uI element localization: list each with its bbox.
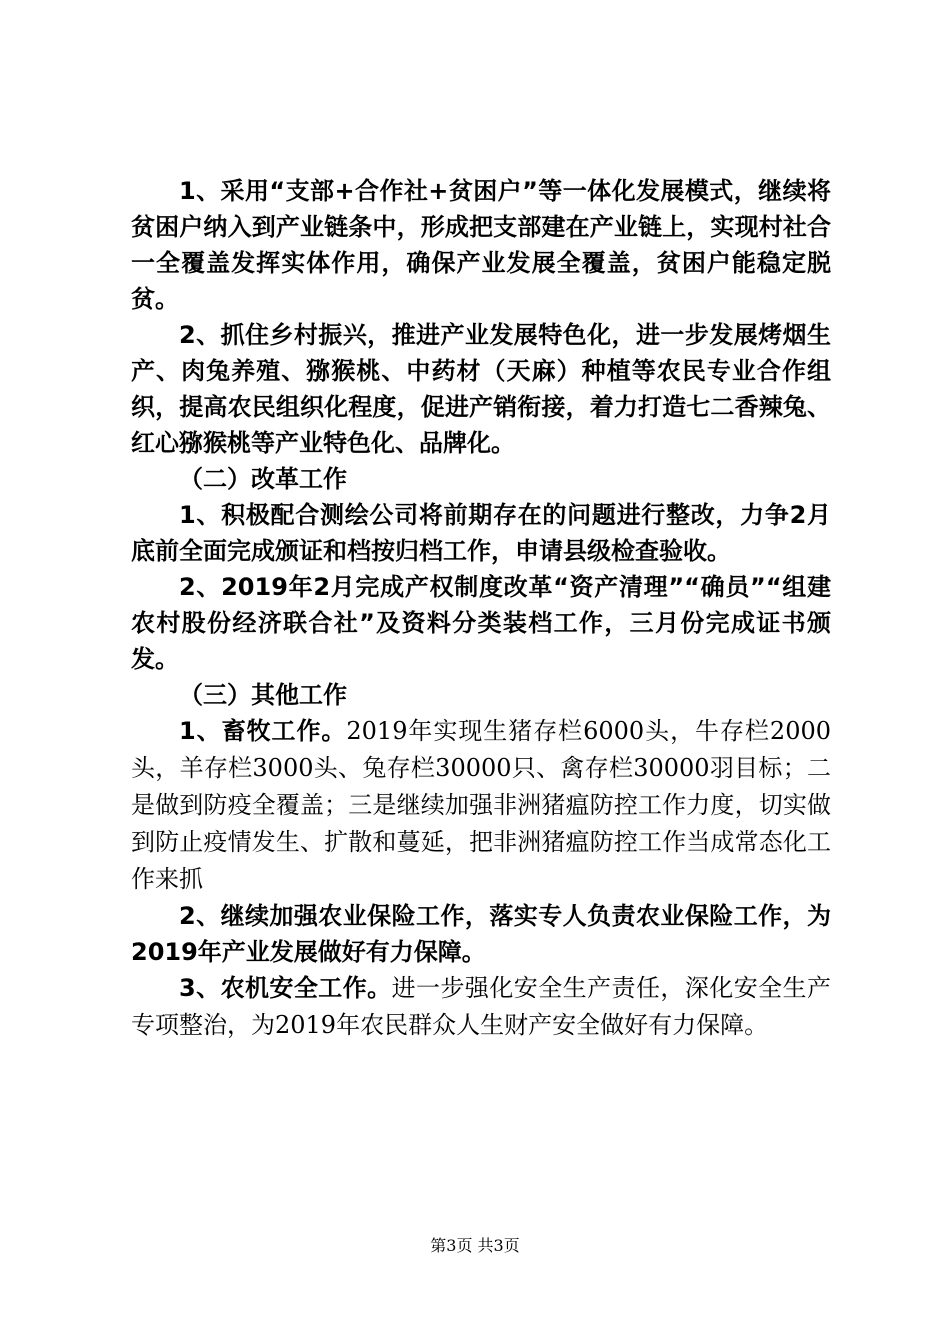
paragraph-5: [131, 713, 831, 898]
paragraph-2: 2、抓住乡村振兴，推进产业发展特色化，进一步发展烤烟生产、肉兔养殖、猕猴桃、中药材（天麻）种植等农民专业合作组织，提高农民组织化程度，促进产销衔接，着力打造七二香辣兔、红心猕猴桃等产业特色化、品牌化。: [131, 321, 831, 457]
paragraph-6: 2、继续加强农业保险工作，落实专人负责农业保险工作，为2019年产业发展做好有力保障。: [131, 902, 831, 966]
paragraph-1: 1、采用“支部+合作社+贫困户”等一体化发展模式，继续将贫困户纳入到产业链条中，形成把支部建在产业链上，实现村社合一全覆盖发挥实体作用，确保产业发展全覆盖，贫困户能稳定脱贫。: [131, 177, 831, 313]
document-body: [131, 173, 831, 1044]
paragraph-5-lead: 1、畜牧工作。: [179, 717, 347, 745]
section-heading-other: （三）其他工作: [179, 681, 347, 709]
paragraph-7-body: 进一步强化安全生产责任，深化安全生产专项整治，为2019年农民群众人生财产安全做好有力保障。: [131, 974, 831, 1039]
paragraph-7-lead: 3、农机安全工作。: [179, 974, 392, 1002]
section-heading-reform: （二）改革工作: [179, 465, 347, 493]
page-number-footer: 第3页 共3页: [430, 1236, 520, 1255]
paragraph-7: [131, 970, 831, 1044]
paragraph-5-body: 2019年实现生猪存栏6000头，牛存栏2000头，羊存栏3000头、兔存栏30000只、禽存栏30000羽目标；二是做到防疫全覆盖；三是继续加强非洲猪瘟防控工作力度，切实做到防止疫情发生、扩散和蔓延，把非洲猪瘟防控工作当成常态化工作来抓: [131, 717, 831, 893]
paragraph-3: 1、积极配合测绘公司将前期存在的问题进行整改，力争2月底前全面完成颁证和档按归档工作，申请县级检查验收。: [131, 501, 831, 565]
paragraph-4: 2、2019年2月完成产权制度改革“资产清理”“确员”“组建农村股份经济联合社”及资料分类装档工作，三月份完成证书颁发。: [131, 573, 831, 673]
